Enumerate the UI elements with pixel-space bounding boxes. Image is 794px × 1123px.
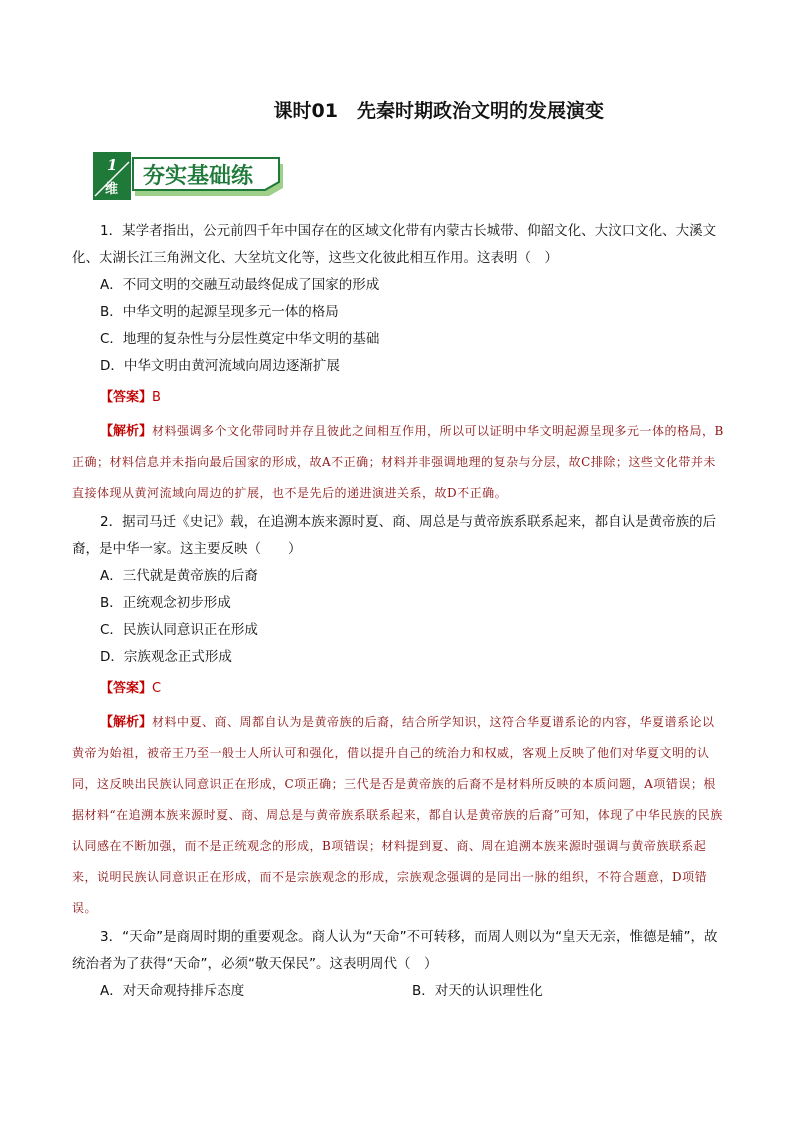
q1-answer	[72, 380, 724, 416]
banner-wei: 维	[105, 182, 119, 197]
q1-option-a: A．不同文明的交融互动最终促成了国家的形成	[100, 277, 380, 293]
q2-answer	[72, 671, 724, 707]
section-banner	[93, 152, 288, 200]
q3-option-a: A．对天命观持排斥态度	[100, 983, 245, 999]
q2-stem: 2．据司马迁《史记》载，在追溯本族来源时夏、商、周总是与黄帝族系联系起来，都自认是黄帝族的后裔，是中华一家。这主要反映（ ）	[72, 514, 717, 557]
answer-tag: 【答案】	[100, 681, 153, 696]
q2-option-b: B．正统观念初步形成	[100, 595, 231, 611]
q3-options-row	[72, 978, 724, 1005]
q2-option-c: C．民族认同意识正在形成	[100, 622, 258, 638]
q1-option-b: B．中华文明的起源呈现多元一体的格局	[100, 304, 339, 320]
page-title: 课时01 先秦时期政治文明的发展演变	[273, 100, 604, 122]
question-content	[72, 218, 724, 1005]
q2-analysis	[72, 707, 724, 924]
banner-label: 夯实基础练	[143, 164, 254, 189]
q1-answer-value: B	[152, 390, 161, 405]
q2-option-d: D．宗族观念正式形成	[100, 649, 232, 665]
banner-number: 1	[107, 156, 118, 174]
q1-option-d: D．中华文明由黄河流域向周边逐渐扩展	[100, 358, 340, 374]
q1-analysis-text: 材料强调多个文化带同时并存且彼此之间相互作用，所以可以证明中华文明起源呈现多元一体的格局，B正确；材料信息并未指向最后国家的形成，故A不正确；材料并非强调地理的复杂与分层，故C排除；这些文化带并未直接体现从黄河流域向周边的扩展，也不是先后的递进演进关系，故D不正确。	[72, 424, 724, 500]
q1-stem: 1．某学者指出，公元前四千年中国存在的区域文化带有内蒙古长城带、仰韶文化、大汶口文化、大溪文化、太湖长江三角洲文化、大坌坑文化等，这些文化彼此相互作用。这表明（ ）	[72, 223, 717, 266]
q1-analysis	[72, 416, 724, 509]
analysis-tag: 【解析】	[100, 424, 153, 439]
analysis-tag: 【解析】	[100, 715, 153, 730]
q2-analysis-text: 材料中夏、商、周都自认为是黄帝族的后裔，结合所学知识，这符合华夏谱系论的内容，华夏谱系论以黄帝为始祖，被帝王乃至一般士人所认可和强化，借以提升自己的统治力和权威，客观上反映了他们对华夏文明的认同，这反映出民族认同意识正在形成，C项正确；三代是否是黄帝族的后裔不是材料所反映的本质问题，A项错误；根据材料“在追溯本族来源时夏、商、周总是与黄帝族系联系起来，都自认是黄帝族的后裔”可知，体现了中华民族的民族认同感在不断加强，而不是正统观念的形成，B项错误；材料提到夏、商、周在追溯本族来源时强调与黄帝族联系起来，说明民族认同意识正在形成，而不是宗族观念的形成，宗族观念强调的是同出一脉的组织，不符合题意，D项错误。	[72, 715, 723, 915]
q3-stem: 3．“天命”是商周时期的重要观念。商人认为“天命”不可转移，而周人则以为“皇天无亲，惟德是辅”，故统治者为了获得“天命”，必须“敬天保民”。这表明周代（ ）	[72, 929, 718, 972]
q2-option-a: A．三代就是黄帝族的后裔	[100, 568, 258, 584]
q2-answer-value: C	[152, 681, 162, 696]
answer-tag: 【答案】	[100, 390, 153, 405]
q1-option-c: C．地理的复杂性与分层性奠定中华文明的基础	[100, 331, 380, 347]
q3-option-b: B．对天的认识理性化	[412, 983, 543, 999]
